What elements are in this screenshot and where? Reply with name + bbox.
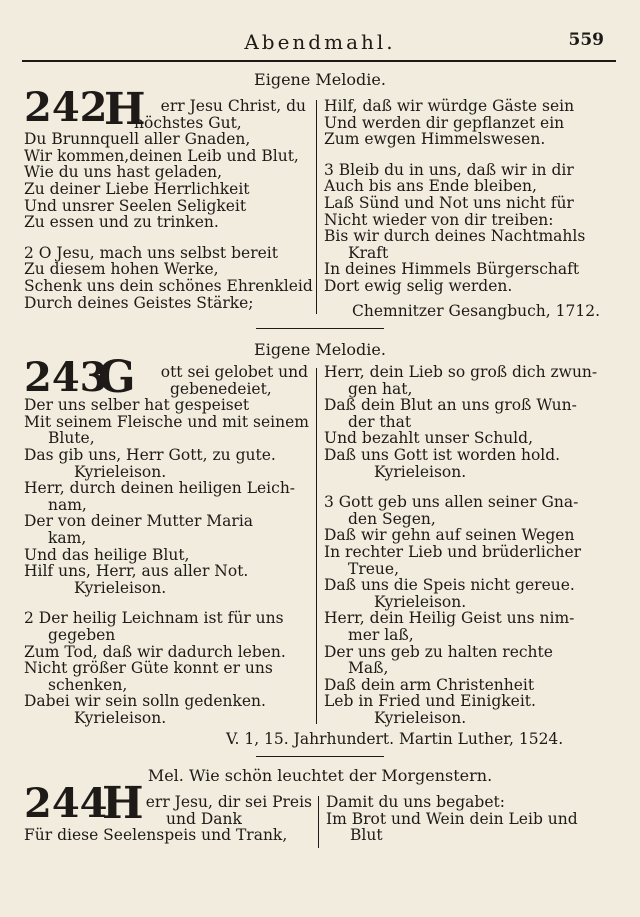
hymn-242-left-column	[24, 97, 313, 312]
verse-line: Das gib uns, Herr Gott, zu gute.	[24, 445, 276, 464]
verse-line: 2 O Jesu, mach uns selbst bereit	[24, 243, 278, 262]
header-rule	[22, 60, 616, 62]
hymn-243-melody: Eigene Melodie.	[254, 340, 386, 359]
hymn-242-number: 242	[24, 84, 108, 131]
verse-line: Der uns selber hat gespeiset	[24, 396, 250, 415]
verse-line: Wie du uns hast geladen,	[24, 163, 223, 182]
verse-line: Der von deiner Mutter Maria	[24, 512, 254, 531]
verse-line: Im Brot und Wein dein Leib und	[326, 809, 578, 828]
hymn-243-initial: G	[98, 352, 136, 403]
verse-line: Und werden dir gepflanzet ein	[324, 113, 565, 132]
verse-line: Und unsrer Seelen Seligkeit	[24, 196, 247, 215]
verse-line: Durch deines Geistes Stärke;	[24, 293, 254, 312]
hymn-242-attribution: Chemnitzer Gesangbuch, 1712.	[352, 302, 601, 320]
verse-line: err Jesu Christ, du	[160, 97, 306, 115]
verse-line: gebenedeiet,	[170, 379, 272, 398]
verse-line: Hilf uns, Herr, aus aller Not.	[24, 562, 249, 581]
verse-line: den Segen,	[348, 509, 436, 528]
hymn-244-melody: Mel. Wie schön leuchtet der Morgenstern.	[147, 766, 493, 785]
hymn-244-right-column	[326, 794, 616, 844]
verse-line: Laß Sünd und Not uns nicht für	[324, 193, 574, 212]
verse-line: Daß uns die Speis nicht gereue.	[324, 576, 575, 595]
verse-line: Blute,	[48, 429, 95, 448]
hymn-242-melody: Eigene Melodie.	[254, 70, 386, 89]
hymn-separator	[256, 328, 384, 329]
verse-line: Kyrieleison.	[374, 592, 467, 611]
verse-line: Mit seinem Fleische und mit seinem	[24, 412, 309, 431]
verse-line: Daß dein Blut an uns groß Wun-	[324, 396, 577, 415]
verse-line: Leb in Fried und Einigkeit.	[324, 692, 536, 711]
verse-line: Daß dein arm Christenheit	[324, 675, 535, 694]
column-divider	[316, 100, 317, 314]
verse-line: Treue,	[348, 559, 400, 578]
hymn-242-right-column	[324, 98, 616, 295]
verse-line: kam,	[48, 528, 87, 547]
verse-line: Und bezahlt unser Schuld,	[324, 429, 533, 448]
verse-line: Damit du uns begabet:	[326, 793, 505, 811]
verse-line: gen hat,	[348, 379, 413, 398]
verse-line: ott sei gelobet und	[160, 363, 308, 381]
verse-line: 2 Der heilig Leichnam ist für uns	[24, 609, 284, 628]
verse-line: Dabei wir sein solln gedenken.	[24, 692, 266, 711]
verse-line: Zum Tod, daß wir dadurch leben.	[24, 642, 286, 661]
verse-line: Zu diesem hohen Werke,	[24, 260, 219, 279]
verse-line: Herr, dein Heilig Geist uns nim-	[324, 609, 575, 628]
hymn-separator	[256, 756, 384, 757]
verse-line: Zu essen und zu trinken.	[24, 213, 219, 232]
running-title: Abendmahl.	[244, 30, 396, 54]
verse-line: Hilf, daß wir würdge Gäste sein	[324, 97, 575, 115]
verse-line: Herr, dein Lieb so groß dich zwun-	[324, 363, 598, 381]
verse-line: Dort ewig selig werden.	[324, 276, 513, 295]
verse-line: Daß uns Gott ist worden hold.	[324, 445, 561, 464]
verse-line: schenken,	[48, 675, 128, 694]
verse-line: Herr, durch deinen heiligen Leich-	[24, 479, 296, 498]
verse-line: Kyrieleison.	[74, 578, 167, 597]
verse-line: Wir kommen,deinen Leib und Blut,	[24, 146, 299, 165]
verse-line: Auch bis ans Ende bleiben,	[324, 177, 537, 196]
hymn-244-left-column	[24, 794, 312, 844]
verse-line: Kyrieleison.	[74, 462, 167, 481]
verse-line: Maß,	[348, 659, 389, 678]
verse-line: Kyrieleison.	[374, 462, 467, 481]
verse-line: Nicht wieder von dir treiben:	[324, 210, 554, 229]
verse-line: Daß wir gehn auf seinen Wegen	[324, 526, 575, 545]
column-divider	[318, 796, 319, 848]
verse-line: err Jesu, dir sei Preis	[145, 793, 312, 811]
verse-line: Bis wir durch deines Nachtmahls	[324, 227, 586, 246]
verse-line: In rechter Lieb und brüderlicher	[324, 542, 582, 561]
verse-line: Zum ewgen Himmelswesen.	[324, 130, 546, 149]
hymn-244-initial: H	[102, 778, 144, 829]
verse-line: Schenk uns dein schönes Ehrenkleid	[24, 276, 313, 295]
verse-line: mer laß,	[348, 625, 414, 644]
verse-line: Kyrieleison.	[374, 708, 467, 727]
verse-line: Der uns geb zu halten rechte	[324, 642, 553, 661]
verse-line: Blut	[350, 826, 383, 845]
verse-line: nam,	[48, 495, 87, 514]
verse-line: Zu deiner Liebe Herrlichkeit	[24, 179, 250, 198]
column-divider	[316, 368, 317, 724]
verse-line: Du Brunnquell aller Gnaden,	[24, 130, 251, 149]
verse-line: 3 Bleib du in uns, daß wir in dir	[324, 160, 574, 179]
verse-line: Kraft	[348, 243, 389, 262]
hymn-243-right-column	[324, 364, 616, 726]
hymn-243-number: 243	[24, 354, 108, 401]
verse-line: Nicht größer Güte konnt er uns	[24, 659, 273, 678]
hymn-243-attribution: V. 1, 15. Jahrhundert. Martin Luther, 1524.	[226, 730, 564, 748]
hymn-242-initial: H	[104, 84, 146, 135]
verse-line: In deines Himmels Bürgerschaft	[324, 260, 580, 279]
hymn-243-left-column	[24, 364, 308, 726]
hymn-244-number: 244	[24, 780, 108, 827]
verse-line: 3 Gott geb uns allen seiner Gna-	[324, 493, 579, 512]
page-number: 559	[568, 30, 604, 50]
verse-line: und Dank	[166, 809, 242, 828]
verse-line: Kyrieleison.	[74, 708, 167, 727]
verse-line: höchstes Gut,	[134, 113, 242, 132]
verse-line: Für diese Seelenspeis und Trank,	[24, 826, 288, 845]
verse-line: der that	[348, 412, 412, 431]
verse-line: Und das heilige Blut,	[24, 545, 190, 564]
verse-line: gegeben	[48, 625, 116, 644]
